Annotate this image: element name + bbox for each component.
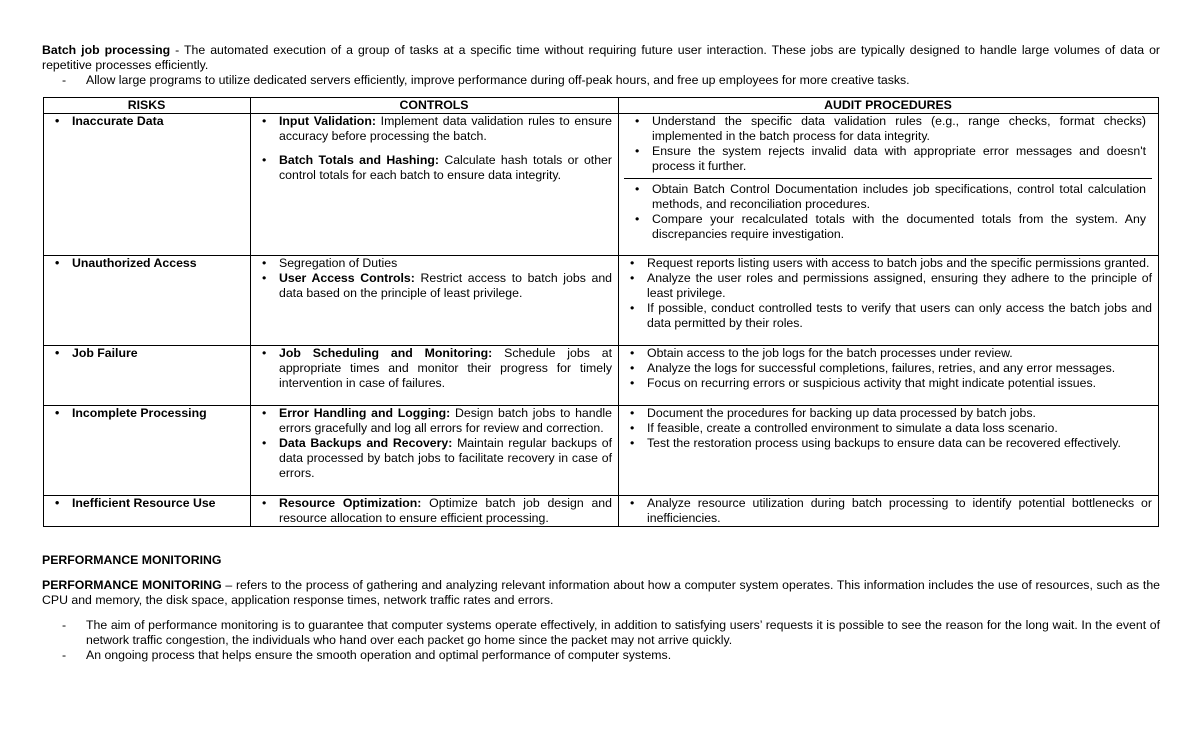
risk-item: • Inaccurate Data: [55, 114, 164, 128]
audit-item: • Analyze the logs for successful completions, failures, retries, and any error messages.: [630, 361, 1116, 375]
table-row: [44, 496, 1159, 527]
controls-cell: [251, 496, 619, 527]
audit-item: • Compare your recalculated totals with the documented totals from the system. Any discrepancies require investigation.: [635, 212, 1146, 241]
batch-bullet-text: Allow large programs to utilize dedicated servers efficiently, improve performance during off-peak hours, and free up employees for more creative tasks.: [86, 73, 910, 87]
audit-cell: [619, 114, 1159, 256]
control-name: User Access Controls:: [279, 271, 415, 285]
control-text: Optimize batch job design and resource allocation to ensure efficient processing.: [279, 496, 612, 525]
audit-cell: [619, 406, 1159, 496]
table-row: [44, 256, 1159, 346]
control-text: Segregation of Duties: [279, 256, 398, 270]
risk-label: Job Failure: [72, 346, 138, 360]
control-name: Batch Totals and Hashing:: [279, 153, 439, 167]
audit-subcell-validation: [624, 114, 1152, 179]
header-audit-procedures: AUDIT PROCEDURES: [619, 98, 1159, 114]
batch-term: Batch job processing: [42, 43, 171, 57]
controls-cell: [251, 406, 619, 496]
audit-subcell-totals: [624, 179, 1152, 242]
risk-cell: [44, 114, 251, 256]
table-row: [44, 346, 1159, 406]
header-controls: CONTROLS: [251, 98, 619, 114]
control-item: • Data Backups and Recovery: Maintain regular backups of data processed by batch jobs to facilitate recovery in case of errors.: [262, 436, 612, 480]
audit-item: • Test the restoration process using backups to ensure data can be recovered effectively.: [630, 436, 1121, 450]
control-name: Job Scheduling and Monitoring:: [279, 346, 493, 360]
audit-cell: [619, 496, 1159, 527]
header-risks: RISKS: [44, 98, 251, 114]
risk-cell: [44, 346, 251, 406]
batch-definition-text: - The automated execution of a group of tasks at a specific time without requiring future user interaction. These jobs are typically designed to handle large volumes of data or repetitive processes efficiently.: [42, 43, 1161, 72]
audit-item: • Focus on recurring errors or suspicious activity that might indicate potential issues.: [630, 376, 1097, 390]
dash-marker: -: [62, 73, 67, 87]
audit-item: • Ensure the system rejects invalid data with appropriate error messages and doesn't process it further.: [635, 144, 1146, 173]
control-text: Calculate hash totals or other control totals for each batch to ensure data integrity.: [279, 153, 612, 182]
risk-label: Inefficient Resource Use: [72, 496, 216, 510]
risk-label: Unauthorized Access: [72, 256, 197, 270]
controls-cell: [251, 346, 619, 406]
control-item: • User Access Controls: Restrict access to batch jobs and data based on the principle of least privilege.: [262, 271, 612, 300]
audit-item: • If possible, conduct controlled tests to verify that users can only access the batch jobs and data permitted by their roles.: [630, 301, 1152, 330]
dash-marker: -: [62, 648, 67, 662]
risk-label: Incomplete Processing: [72, 406, 207, 420]
risk-label: Inaccurate Data: [72, 114, 164, 128]
audit-item: • Analyze resource utilization during batch processing to identify potential bottlenecks or inefficiencies.: [630, 496, 1152, 525]
dash-marker: -: [62, 618, 67, 632]
audit-cell: [619, 346, 1159, 406]
control-text: Schedule jobs at appropriate times and monitor their progress for timely intervention in case of failures.: [279, 346, 613, 390]
audit-item: • Document the procedures for backing up data processed by batch jobs.: [630, 406, 1036, 420]
performance-bullet-text: An ongoing process that helps ensure the smooth operation and optimal performance of computer systems.: [86, 648, 672, 662]
control-item: • Input Validation: Implement data validation rules to ensure accuracy before processing the batch.: [262, 114, 612, 143]
risk-item: • Incomplete Processing: [55, 406, 207, 420]
performance-bullet-text: The aim of performance monitoring is to guarantee that computer systems operate effectively, in addition to satisfying users’ requests it is possible to see the reason for the long wait. In the event of network traffic congestion, the individuals who hand over each packet go home since the packet may not arrive quickly.: [86, 618, 1160, 647]
control-text: Implement data validation rules to ensure accuracy before processing the batch.: [279, 114, 612, 143]
audit-item: • Understand the specific data validation rules (e.g., range checks, format checks) implemented in the batch process for data integrity.: [635, 114, 1146, 143]
audit-item: • Analyze the user roles and permissions assigned, ensuring they adhere to the principle of least privilege.: [630, 271, 1152, 300]
performance-definition: [42, 578, 1160, 608]
batch-definition: [42, 43, 1160, 73]
control-item: • Job Scheduling and Monitoring: Schedule jobs at appropriate times and monitor their progress for timely intervention in case of failures.: [262, 346, 613, 390]
control-text: Design batch jobs to handle errors gracefully and log all errors for review and correction.: [279, 406, 612, 435]
audit-item: • Obtain access to the job logs for the batch processes under review.: [630, 346, 1013, 360]
control-name: Resource Optimization:: [279, 496, 422, 510]
performance-section: [42, 553, 1160, 663]
performance-bullet: [42, 618, 1160, 648]
risk-control-table: [43, 97, 1159, 527]
audit-item: • Request reports listing users with access to batch jobs and the specific permissions granted.: [630, 256, 1150, 270]
controls-cell: [251, 114, 619, 256]
control-name: Data Backups and Recovery:: [279, 436, 453, 450]
batch-intro: [42, 43, 1160, 88]
risk-item: • Job Failure: [55, 346, 138, 360]
control-name: Input Validation:: [279, 114, 376, 128]
control-item: • Batch Totals and Hashing: Calculate hash totals or other control totals for each batch to ensure data integrity.: [262, 153, 612, 182]
control-text: Maintain regular backups of data processed by batch jobs to facilitate recovery in case of errors.: [279, 436, 612, 480]
risk-cell: [44, 406, 251, 496]
audit-item: • Obtain Batch Control Documentation includes job specifications, control total calculation methods, and reconciliation procedures.: [635, 182, 1146, 211]
performance-bullet: [42, 648, 1160, 663]
performance-term: PERFORMANCE MONITORING: [42, 578, 222, 592]
audit-item: • If feasible, create a controlled environment to simulate a data loss scenario.: [630, 421, 1058, 435]
control-item: • Resource Optimization: Optimize batch job design and resource allocation to ensure efficient processing.: [262, 496, 612, 525]
section-heading: PERFORMANCE MONITORING: [42, 553, 222, 567]
table-header-row: [44, 98, 1159, 114]
control-item: • Error Handling and Logging: Design batch jobs to handle errors gracefully and log all errors for review and correction.: [262, 406, 612, 435]
batch-bullet: [42, 73, 1160, 88]
risk-cell: [44, 256, 251, 346]
audit-cell: [619, 256, 1159, 346]
control-item: • Segregation of Duties: [262, 256, 398, 270]
table-row: [44, 406, 1159, 496]
risk-item: • Unauthorized Access: [55, 256, 197, 270]
controls-cell: [251, 256, 619, 346]
risk-item: • Inefficient Resource Use: [55, 496, 216, 510]
risk-cell: [44, 496, 251, 527]
control-text: Restrict access to batch jobs and data based on the principle of least privilege.: [279, 271, 612, 300]
performance-definition-text: – refers to the process of gathering and analyzing relevant information about how a computer system operates. This information includes the use of resources, such as the CPU and memory, the disk space, application response times, network traffic rates and errors.: [42, 578, 1160, 607]
control-name: Error Handling and Logging:: [279, 406, 451, 420]
table-row: [44, 114, 1159, 256]
